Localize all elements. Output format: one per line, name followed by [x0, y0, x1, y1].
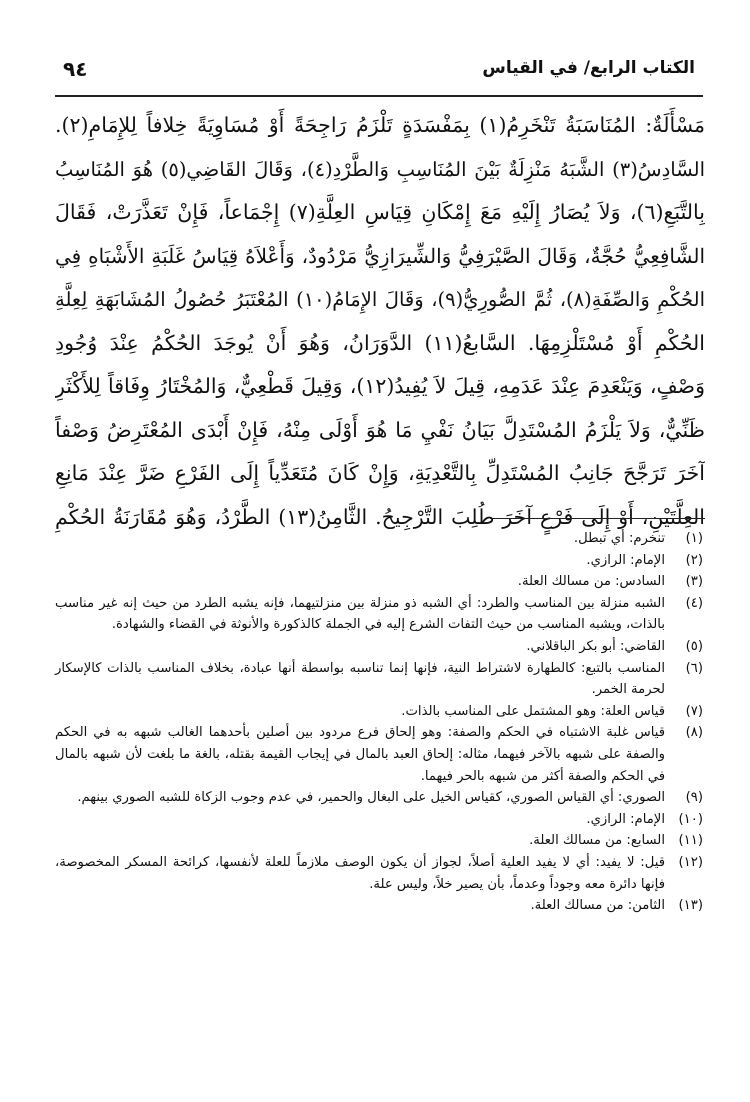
text-line: السَّادِسُ(٣) الشَّبَهُ مَنْزِلَةٌ بَيْنَ المُنَاسِبِ وَالطَّرْدِ(٤)، وَقَالَ القَاضِي(٥) هُوَ المُنَاسِبُ — [55, 157, 705, 181]
footnote-text: الإمام: الرازي. — [586, 811, 665, 827]
footnote — [55, 658, 703, 701]
text-line: الحُكْمِ وَالصِّفَةِ(٨)، ثُمَّ الصُّورِيُّ(٩)، وَقَالَ الإِمَامُ(١٠) المُعْتَبَرُ حُصُولُ المُشَابَهَةِ لِعِلَّةِ — [55, 288, 705, 311]
footnote-number: (٣) — [685, 574, 703, 590]
footnote-number: (٥) — [685, 638, 703, 654]
main-text — [55, 104, 705, 539]
text-line: العِلَّتَيْنِ، أَوْ إِلَى فَرْعٍ آخَرَ طُلِبَ التَّرْجِيحُ. الثَّامِنُ(١٣) الطَّرْدُ، وَهُوَ مُقَارَنَةُ الحُكْمِ — [55, 504, 705, 529]
page-number: ٩٤ — [63, 57, 88, 81]
footnote-number: (٧) — [685, 703, 703, 719]
footnote-text: الثامن: من مسالك العلة. — [530, 898, 665, 914]
footnote-number: (٩) — [685, 790, 703, 806]
footnote — [55, 809, 703, 831]
footnote-number: (١٣) — [678, 898, 703, 914]
footnote-text: الشبه منزلة بين المناسب والطرد: أي الشبه ذو منزلة بين منزلتيهما، فإنه يشبه الطرد من حيث إنه غير مناسب بالذات، ويشبه المناسب من حيث التفات الشرع إليه في الجملة كالذكورة والأنوثة في القضاء والشهادة. — [55, 595, 665, 633]
footnote-number: (١) — [685, 531, 703, 546]
footnote-number: (١٢) — [678, 854, 703, 870]
footnote-text: قيل: لا يفيد: أي لا يفيد العلية أصلاً، لجواز أن يكون الوصف ملازماً للعلة لأنفسها، كرائحة المسكر المخصوصة، فإنها دائرة معه وجوداً وعدماً، بأن يصير خلاً، وليس علة. — [55, 854, 665, 892]
footnote — [55, 852, 703, 895]
footnote — [55, 593, 703, 636]
text-line: وَصْفٍ، وَيَنْعَدِمَ عِنْدَ عَدَمِهِ، قِيلَ لاَ يُفِيدُ(١٢)، وَقِيلَ قَطْعِيٌّ، وَالمُخْتَارُ وِفَاقاً لِلأَكْثَرِ — [55, 374, 705, 398]
text-line: آخَرَ تَرَجَّحَ جَانِبُ المُسْتَدِلِّ بِالتَّعْدِيَةِ، وَإِنْ كَانَ مُتَعَدِّياً إِلَى الفَرْعِ ضَرَّ عِنْدَ مَانِعِ — [55, 461, 705, 485]
footnote-number: (٤) — [685, 595, 703, 611]
text-line: الحُكْمِ أَوْ مُسْتَلْزِمِهَا. السَّابعُ(١١) الدَّوَرَانُ، وَهُوَ أَنْ يُوجَدَ الحُكْمُ عِنْدَ وُجُودِ — [55, 330, 705, 355]
footnote-number: (٦) — [685, 660, 703, 676]
footnote-number: (١١) — [678, 833, 703, 849]
footnote — [55, 722, 703, 787]
footnote-text: المناسب بالتبع: كالطهارة لاشتراط النية، فإنها إنما تناسبه بواسطة أنها عبادة، بخلاف المناسب بالذات كالإسكار لحرمة الخمر. — [55, 660, 665, 698]
footnote-separator — [490, 518, 705, 519]
footnote-number: (٢) — [685, 552, 703, 568]
text-line: مَسْأَلَةٌ: المُنَاسَبَةُ تَنْخَرِمُ(١) بِمَفْسَدَةٍ تَلْزَمُ رَاجِحَةً أَوْ مُسَاوِيَةً خِلافاً لِلإِمَامِ(٢). — [55, 113, 705, 137]
footnote-text: تنخرم: أي تبطل. — [573, 531, 665, 546]
text-line: الشَّافِعِيُّ حُجَّةٌ، وَقَالَ الصَّيْرَفِيُّ وَالشِّيرَازِيُّ مَرْدُودٌ، وَأَعْلاَهُ قِيَاسُ غَلَبَةِ الأَشْبَاهِ فِي — [55, 243, 705, 268]
footnote-text: السابع: من مسالك العلة. — [529, 833, 665, 849]
footnote — [55, 701, 703, 723]
footnote-number: (١٠) — [678, 811, 703, 827]
footnote — [55, 571, 703, 593]
footnote-text: الصوري: أي القياس الصوري، كقياس الخيل على البغال والحمير، في عدم وجوب الزكاة للشبه الصوري بينهم. — [77, 790, 665, 806]
text-line: ظَنِّيٌّ، وَلاَ يَلْزَمُ المُسْتَدِلَّ بَيَانُ نَفْيِ مَا هُوَ أَوْلَى مِنْهُ، فَإِنْ أَبْدَى المُعْتَرِضُ وَصْفاً — [55, 417, 705, 442]
page-header — [55, 55, 703, 97]
footnote-text: الإمام: الرازي. — [586, 552, 665, 568]
footnote-text: قياس غلبة الاشتباه في الحكم والصفة: وهو إلحاق فرع مردود بين أصلين بأحدهما الغالب شبهه به في الحكم والصفة على شبهه بالآخر فيهما، مثاله: إلحاق العبد بالمال في إيجاب القيمة بقتله، بالغة ما بلغت لأن شبهه بالمال في الحكم والصفة أكثر من شبهه بالحر فيهما. — [55, 725, 665, 784]
footnote-number: (٨) — [685, 725, 703, 741]
footnotes — [55, 528, 703, 917]
footnote — [55, 830, 703, 852]
text-line: بِالتَّبَعِ(٦)، وَلاَ يُصَارُ إِلَيْهِ مَعَ إِمْكَانِ قِيَاسِ العِلَّةِ(٧) إِجْمَاعاً، فَإِنْ تَعَذَّرَتْ، فَقَالَ — [55, 200, 705, 224]
footnote-text: السادس: من مسالك العلة. — [517, 574, 665, 590]
running-title: الكتاب الرابع/ في القياس — [482, 58, 695, 78]
footnote — [55, 636, 703, 658]
footnote — [55, 528, 703, 550]
footnote — [55, 787, 703, 809]
footnote — [55, 895, 703, 917]
footnote-text: القاضي: أبو بكر الباقلاني. — [526, 638, 665, 654]
footnote — [55, 550, 703, 572]
footnote-text: قياس العلة: وهو المشتمل على المناسب بالذات. — [401, 703, 665, 719]
